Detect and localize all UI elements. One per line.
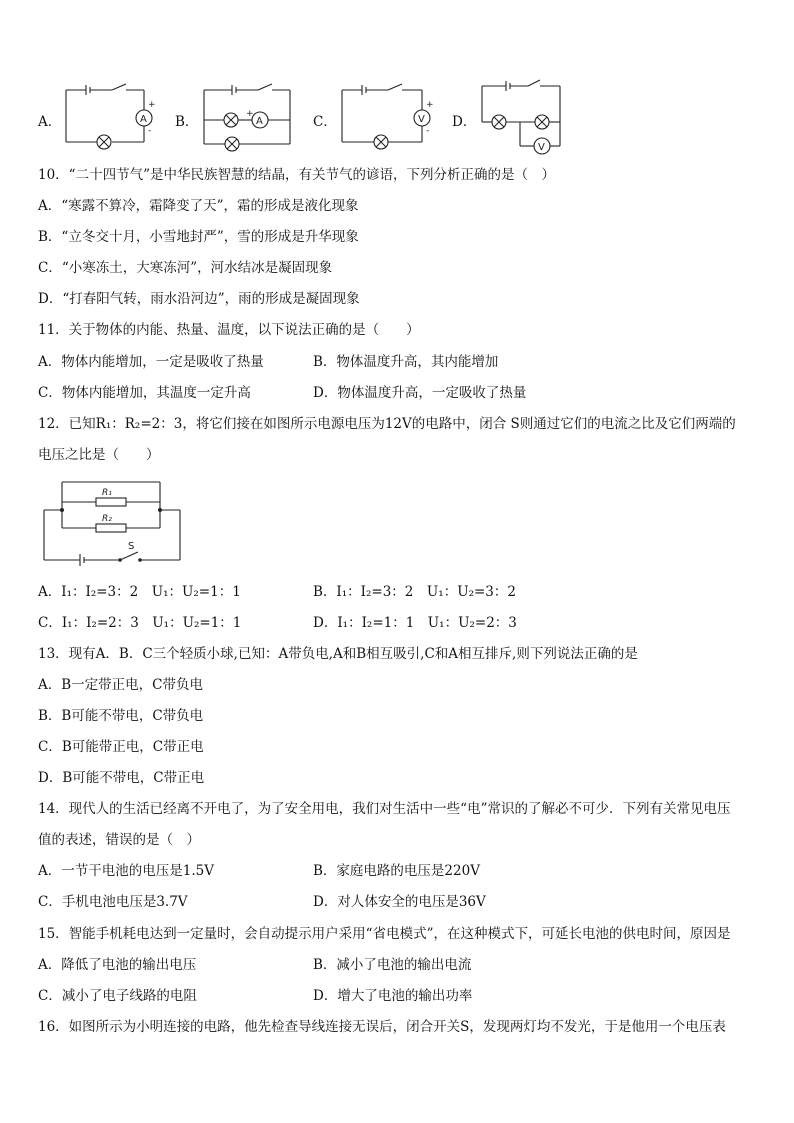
q14-stem-line2: 值的表述，错误的是（ ）: [38, 832, 200, 848]
q14-option-d: D．对人体安全的电压是36V: [313, 894, 486, 910]
q12-stem-line2: 电压之比是（ ）: [38, 447, 160, 463]
q13-option-c: C．B可能带正电，C带正电: [38, 739, 204, 755]
svg-text:-: -: [148, 126, 152, 136]
svg-text:+: +: [426, 100, 434, 110]
q13-option-a: A．B一定带正电，C带负电: [38, 677, 203, 693]
circuit-diagram-c: [336, 80, 436, 150]
q13-option-d: D．B可能不带电，C带正电: [38, 770, 205, 786]
q12-option-a: A．I₁：I₂=3：2 U₁：U₂=1：1: [38, 584, 241, 600]
circuit-diagram-b: [198, 80, 298, 152]
q13-option-b: B．B可能不带电，C带负电: [38, 708, 204, 724]
q11-option-c: C．物体内能增加，其温度一定升高: [38, 385, 251, 401]
q12-circuit-diagram: [40, 476, 186, 568]
q15-option-c: C．减小了电子线路的电阻: [38, 988, 197, 1004]
q15-stem: 15．智能手机耗电达到一定量时，会自动提示用户采用“省电模式”，在这种模式下，可延长电池的供电时间，原因是: [38, 926, 731, 942]
q11-option-a: A．物体内能增加，一定是吸收了热量: [38, 354, 264, 370]
q10-stem: 10．“二十四节气”是中华民族智慧的结晶，有关节气的谚语，下列分析正确的是（ ）: [38, 167, 555, 183]
q15-option-d: D．增大了电池的输出功率: [313, 988, 473, 1004]
switch-label: S: [128, 541, 135, 552]
q14-stem-line1: 14．现代人的生活已经离不开电了，为了安全用电，我们对生活中一些“电”常识的了解必不可少．下列有关常见电压: [38, 801, 731, 817]
circuit-diagram-a: [60, 80, 160, 150]
svg-text:A: A: [256, 116, 263, 127]
q16-stem: 16．如图所示为小明连接的电路，他先检查导线连接无误后，闭合开关S，发现两灯均不发光，于是他用一个电压表: [38, 1019, 726, 1035]
option-c-label: C．: [313, 114, 337, 130]
q12-option-c: C．I₁：I₂=2：3 U₁：U₂=1：1: [38, 615, 242, 631]
q13-stem: 13．现有A．B．C三个轻质小球,已知：A带负电,A和B相互吸引,C和A相互排斥,则下列说法正确的是: [38, 646, 638, 662]
option-a-label: A．: [38, 114, 62, 130]
q11-option-d: D．物体温度升高，一定吸收了热量: [313, 385, 527, 401]
q10-option-c: C．“小寒冻土，大寒冻河”，河水结冰是凝固现象: [38, 260, 333, 276]
q12-option-b: B．I₁：I₂=3：2 U₁：U₂=3：2: [313, 584, 516, 600]
q12-option-d: D．I₁：I₂=1：1 U₁：U₂=2：3: [313, 615, 517, 631]
option-b-label: B．: [175, 114, 199, 130]
svg-text:+: +: [148, 100, 156, 110]
q10-option-a: A．“寒露不算冷，霜降变了天”，霜的形成是液化现象: [38, 198, 359, 214]
q11-stem: 11．关于物体的内能、热量、温度，以下说法正确的是（ ）: [38, 322, 420, 338]
q10-option-b: B．“立冬交十月，小雪地封严”，雪的形成是升华现象: [38, 229, 359, 245]
q14-option-a: A．一节干电池的电压是1.5V: [38, 863, 214, 879]
svg-text:+: +: [246, 109, 254, 119]
r1-label: R₁: [102, 488, 112, 498]
option-d-label: D．: [452, 114, 477, 130]
q12-stem-line1: 12．已知R₁：R₂=2：3，将它们接在如图所示电源电压为12V的电路中，闭合 S则通过它们的电流之比及它们两端的: [38, 416, 736, 432]
q14-option-c: C．手机电池电压是3.7V: [38, 894, 188, 910]
voltmeter-label: V: [418, 114, 425, 125]
q10-option-d: D．“打春阳气转，雨水沿河边”，雨的形成是凝固现象: [38, 291, 360, 307]
svg-text:V: V: [538, 142, 545, 153]
ammeter-label: A: [140, 114, 147, 125]
q14-option-b: B．家庭电路的电压是220V: [313, 863, 480, 879]
q15-option-b: B．减小了电池的输出电流: [313, 957, 472, 973]
circuit-diagram-d: [476, 78, 566, 158]
q15-option-a: A．降低了电池的输出电压: [38, 957, 197, 973]
r2-label: R₂: [102, 514, 112, 524]
q11-option-b: B．物体温度升高，其内能增加: [313, 354, 499, 370]
svg-text:-: -: [426, 126, 430, 136]
